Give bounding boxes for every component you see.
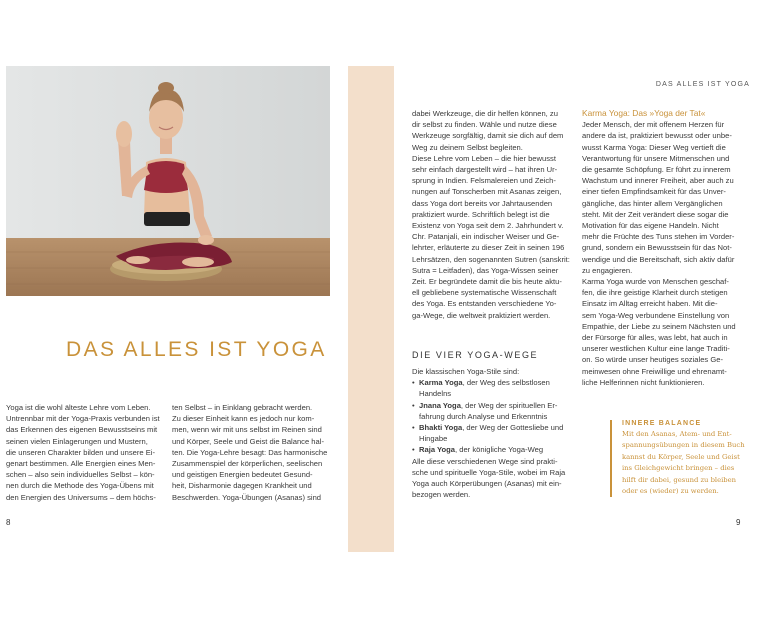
sidebar-line: hilft dir dabei, gesund zu bleiben bbox=[622, 475, 737, 484]
sidebar-text bbox=[622, 429, 762, 497]
body-line: Zu dieser Einheit kann es jedoch nur kom- bbox=[172, 414, 315, 424]
body-line: Jeder Mensch, der mit offenem Herzen für bbox=[582, 120, 725, 130]
body-line: Zusammenspiel der körperlichen, seelischen bbox=[172, 459, 323, 469]
list-item bbox=[412, 444, 580, 455]
body-line: dass Yoga dort bereits vor Jahrtausenden bbox=[412, 198, 553, 208]
list-item bbox=[412, 422, 580, 444]
body-line: nen durch die Methode des Yoga-Übens mit bbox=[6, 481, 154, 491]
body-line: und geistigen Energien bedeutet Gesund- bbox=[172, 470, 313, 480]
sidebar-line: oder es (wieder) zu werden. bbox=[622, 487, 719, 496]
sidebar-title: INNERE BALANCE bbox=[622, 420, 702, 427]
body-line: fen, die ihre geistige Klarheit durch stetigen bbox=[582, 288, 728, 298]
body-line: Lehrsätzen, den sogenannten Sutren (sanskrit: bbox=[412, 254, 570, 264]
body-line: Werkzeuge sorgfältig, damit sie dich auf dem bbox=[412, 131, 564, 141]
body-line: das Erkennen des eigenen Bewusstseins mit bbox=[6, 425, 158, 435]
right-column-1 bbox=[412, 108, 580, 321]
body-line: Yoga auch Körperübungen (Asanas) mit ein- bbox=[412, 479, 562, 489]
body-line: Zeit. Er begründete damit die bis heute aktu- bbox=[412, 277, 562, 287]
left-page bbox=[0, 0, 348, 617]
body-line: Weg zu deinem Selbst begleiten. bbox=[412, 142, 523, 152]
list-item-text: , der Weg des selbstlosen bbox=[462, 378, 550, 388]
list-item-text: , der Weg der Gottesliebe und bbox=[462, 423, 564, 433]
body-line: ten. Die Yoga-Lehre besagt: Das harmonische bbox=[172, 447, 328, 457]
body-line: men, wenn wir mit uns selbst im Reinen sind bbox=[172, 425, 322, 435]
sidebar-line: kannst du Körper, Seele und Geist bbox=[622, 452, 740, 461]
body-line: Alle diese verschiedenen Wege sind prakti- bbox=[412, 456, 558, 466]
body-line: bezogen werden. bbox=[412, 490, 471, 500]
sidebar-line: spannungsübungen in diesem Buch bbox=[622, 441, 745, 450]
chapter-title: DAS ALLES IST YOGA bbox=[66, 338, 327, 361]
list-item-text: Handelns bbox=[419, 389, 452, 399]
body-line: schen – also sein individuelles Selbst – kön- bbox=[6, 470, 155, 480]
body-line: grund, sondern ein Bewusstsein für das Not- bbox=[582, 243, 732, 253]
body-line: Diese Lehre vom Leben – die hier bewusst bbox=[412, 153, 556, 163]
body-line: sehr einfach dargestellt wird – hat ihren Ur- bbox=[412, 165, 558, 175]
body-line: Einsatz im Alltag erreicht haben. Mit die- bbox=[582, 299, 718, 309]
list-item-text: Hingabe bbox=[419, 434, 448, 444]
body-line: Verantwortung für unsere Mitmenschen und bbox=[582, 153, 730, 163]
body-line: zu engagieren. bbox=[582, 265, 633, 275]
section-heading-four-ways: DIE VIER YOGA-WEGE bbox=[412, 350, 539, 360]
body-line: Wachstum und innerer Freiheit, aber auch zu bbox=[582, 176, 734, 186]
body-line: steht. Mit der Zeit verändert diese sogar die bbox=[582, 209, 729, 219]
body-line: Chr. Patanjali, ein indischer Weiser und Ge- bbox=[412, 232, 560, 242]
body-line: nungen auf Tonscherben mit Asanas zeigen, bbox=[412, 187, 562, 197]
sidebar-line: Mit den Asanas, Atem- und Ent- bbox=[622, 430, 732, 438]
body-line: Motivation für das eigene Handeln. Nicht bbox=[582, 221, 719, 231]
karma-yoga-heading: Karma Yoga: Das »Yoga der Tat« bbox=[582, 108, 706, 118]
list-item-text: , der königliche Yoga-Weg bbox=[455, 445, 544, 455]
right-column-2 bbox=[582, 108, 754, 388]
body-line: ten Selbst – in Einklang gebracht werden. bbox=[172, 403, 313, 412]
body-line: dabei Werkzeuge, die dir helfen können, zu bbox=[412, 109, 558, 118]
body-line: die gesamte Schöpfung. Er führt zu innerem bbox=[582, 165, 731, 175]
body-line: Existenz von Yoga seit dem 2. Jahrhundert v. bbox=[412, 221, 564, 231]
body-line: und Körper, Seele und Geist die Balance hal- bbox=[172, 436, 324, 446]
body-line: wendige und die Bereitschaft, sich aktiv dafür bbox=[582, 254, 735, 264]
inner-balance-box bbox=[610, 420, 762, 497]
body-line: andere da ist, praktiziert bewusst oder unbe- bbox=[582, 131, 732, 141]
body-line: wusst Karma Yoga: Dieser Weg vertieft die bbox=[582, 142, 726, 152]
body-line: Beschwerden. Yoga-Übungen (Asanas) sind bbox=[172, 492, 322, 502]
right-page bbox=[394, 0, 772, 617]
body-line: meinwesen ohne Freiwillige und ehrenamt- bbox=[582, 366, 727, 376]
body-line: der Fürsorge für alles, was lebt, hat auch in bbox=[582, 333, 728, 343]
body-line: Untrennbar mit der Yoga-Praxis verbunden ist bbox=[6, 414, 160, 424]
body-line: gängliche, das hinter allem Vergänglichen bbox=[582, 198, 723, 208]
left-column-2 bbox=[172, 402, 342, 503]
page-gutter bbox=[348, 66, 394, 552]
yoga-way-name: Raja Yoga bbox=[419, 445, 456, 455]
yoga-way-name: Bhakti Yoga bbox=[419, 423, 463, 433]
body-line: praktiziert wurde. Schriftlich belegt ist die bbox=[412, 209, 550, 219]
four-ways-intro: Die klassischen Yoga-Stile sind: bbox=[412, 367, 520, 376]
left-column-1 bbox=[6, 402, 166, 503]
yoga-way-name: Karma Yoga bbox=[419, 378, 463, 388]
body-line: sem Yoga-Weg verbundene Einstellung von bbox=[582, 310, 730, 320]
running-head: DAS ALLES IST YOGA bbox=[655, 81, 750, 88]
yoga-photo bbox=[6, 66, 330, 296]
body-line: ga-Wege, die weltweit praktiziert werden. bbox=[412, 310, 551, 320]
page-number-left: 8 bbox=[6, 518, 11, 527]
sidebar-line: ins Gleichgewicht bringen – dies bbox=[622, 464, 735, 473]
four-ways-block bbox=[412, 366, 580, 500]
body-line: den Energien des Universums – dem höchs- bbox=[6, 492, 156, 502]
body-line: on. So würde unser heutiges soziales Ge- bbox=[582, 355, 723, 365]
body-line: dir selbst zu finden. Wähle und nutze diese bbox=[412, 120, 557, 130]
body-line: sche und spirituelle Yoga-Stile, wobei im Raja bbox=[412, 467, 566, 477]
body-line: Yoga ist die wohl älteste Lehre vom Leben. bbox=[6, 403, 151, 412]
body-line: mehr die Früchte des Tuns stehen im Vorder- bbox=[582, 232, 735, 242]
yoga-woman-image bbox=[6, 66, 330, 296]
body-line: die unseren Charakter bilden und unsere Ei- bbox=[6, 447, 156, 457]
body-line: Karma Yoga wurde von Menschen geschaf- bbox=[582, 277, 729, 287]
body-line: Sutra = Leitfaden), das Yoga-Wissen seiner bbox=[412, 265, 559, 275]
yoga-way-name: Jnana Yoga bbox=[419, 400, 461, 410]
list-item-text: , der Weg der spirituellen Er- bbox=[460, 400, 558, 410]
yoga-ways-list bbox=[412, 377, 580, 455]
list-item-text: fahrung durch Analyse und Erkenntnis bbox=[419, 411, 548, 421]
body-line: sprung in Indien. Felsmalereien und Zeich- bbox=[412, 176, 556, 186]
body-line: genart bestimmen. Alle Energien eines Men- bbox=[6, 459, 156, 469]
body-line: des Yoga. Es entstanden verschiedene Yo- bbox=[412, 299, 557, 309]
list-item bbox=[412, 400, 580, 422]
body-line: liche Helferinnen nicht funktionieren. bbox=[582, 377, 705, 387]
body-line: ell gebliebene systematische Wissenschaft bbox=[412, 288, 557, 298]
body-line: heit, Disharmonie dagegen Krankheit und bbox=[172, 481, 312, 491]
body-line: unserer westlichen Kultur eine lange Traditi- bbox=[582, 344, 730, 354]
page-number-right: 9 bbox=[736, 518, 741, 527]
body-line: seinen vielen Einlagerungen und Mustern, bbox=[6, 436, 148, 446]
body-line: lehrter, erläuterte zu dieser Zeit in seinen 196 bbox=[412, 243, 565, 253]
body-line: Empathie, der Liebe zu seinem Nächsten und bbox=[582, 321, 736, 331]
body-line: einer tiefen Empfindsamkeit für das Unver- bbox=[582, 187, 726, 197]
list-item bbox=[412, 377, 580, 399]
